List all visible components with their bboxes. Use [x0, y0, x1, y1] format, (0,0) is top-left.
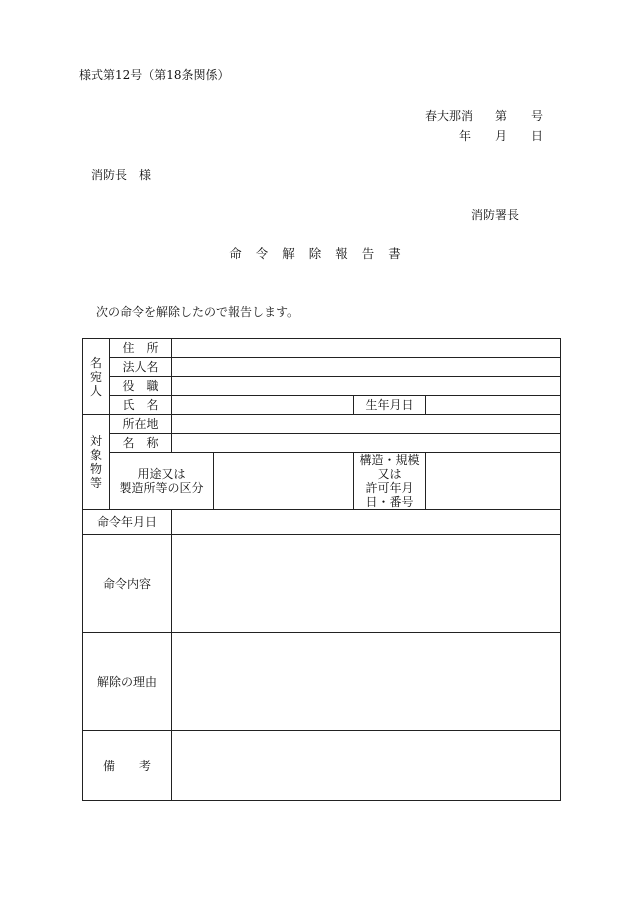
field-birth-date[interactable]: [426, 396, 561, 415]
label-remarks: 備 考: [83, 731, 172, 801]
label-birth-date: 生年月日: [354, 396, 426, 415]
row-order-date: [83, 510, 561, 535]
label-name: 氏 名: [110, 396, 172, 415]
group-label-object: 対 象 物 等: [83, 415, 110, 510]
label-position: 役 職: [110, 377, 172, 396]
field-structure[interactable]: [426, 453, 561, 510]
row-usage-structure: [83, 453, 561, 510]
date-month: 月: [495, 129, 508, 143]
addressee: 消防長 様: [91, 168, 152, 182]
field-usage[interactable]: [214, 453, 354, 510]
date-year: 年: [459, 129, 472, 143]
field-address[interactable]: [172, 339, 561, 358]
doc-go: 号: [531, 109, 544, 123]
group-label-addressee: 名 宛 人: [83, 339, 110, 415]
field-remarks[interactable]: [172, 731, 561, 801]
row-name: [83, 396, 561, 415]
label-release-reason: 解除の理由: [83, 633, 172, 731]
label-structure: 構造・規模又は 許可年月日・番号: [354, 453, 426, 510]
row-release-reason: [83, 633, 561, 731]
label-order-content: 命令内容: [83, 535, 172, 633]
field-position[interactable]: [172, 377, 561, 396]
row-remarks: [83, 731, 561, 801]
label-corp-name: 法人名: [110, 358, 172, 377]
label-location: 所在地: [110, 415, 172, 434]
field-location[interactable]: [172, 415, 561, 434]
doc-dai: 第: [495, 109, 508, 123]
document-title: 命令解除報告書: [229, 246, 415, 261]
row-corp-name: [83, 358, 561, 377]
row-object-name: [83, 434, 561, 453]
label-usage: 用途又は 製造所等の区分: [110, 453, 214, 510]
form-number: 様式第12号（第18条関係）: [79, 68, 230, 82]
field-name[interactable]: [172, 396, 354, 415]
row-position: [83, 377, 561, 396]
field-release-reason[interactable]: [172, 633, 561, 731]
label-order-date: 命令年月日: [83, 510, 172, 535]
field-order-content[interactable]: [172, 535, 561, 633]
field-object-name[interactable]: [172, 434, 561, 453]
sender: 消防署長: [471, 208, 520, 222]
field-corp-name[interactable]: [172, 358, 561, 377]
document-number: [425, 107, 543, 124]
label-address: 住 所: [110, 339, 172, 358]
intro-text: 次の命令を解除したので報告します。: [96, 305, 300, 319]
doc-prefix: 春大那消: [425, 109, 474, 123]
document-date: [459, 127, 543, 144]
field-order-date[interactable]: [172, 510, 561, 535]
row-address: [83, 339, 561, 358]
report-form-table: [82, 338, 561, 801]
row-location: [83, 415, 561, 434]
row-order-content: [83, 535, 561, 633]
date-day: 日: [531, 129, 544, 143]
label-object-name: 名 称: [110, 434, 172, 453]
